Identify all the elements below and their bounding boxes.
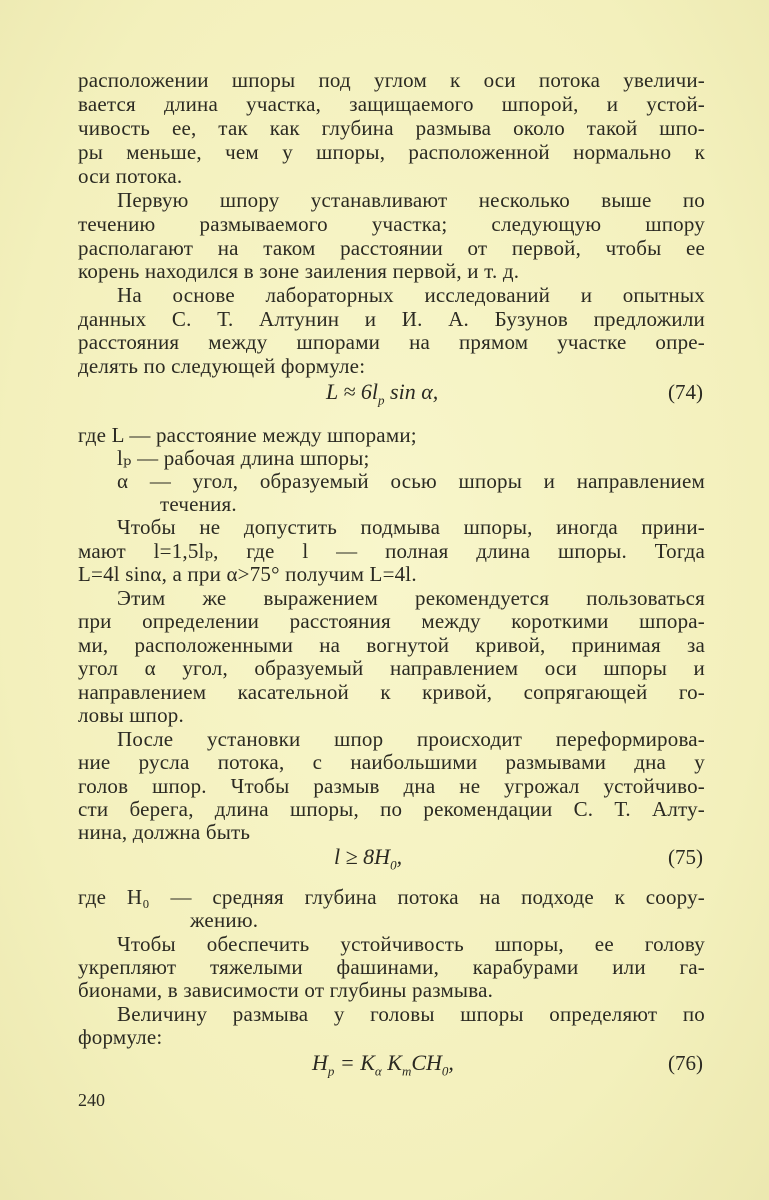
- text-line: Чтобы не допустить подмыва шпоры, иногда прини-: [117, 515, 705, 539]
- text-line: укрепляют тяжелыми фашинами, карабурами или га-: [78, 955, 705, 979]
- text-line: Чтобы обеспечить устойчивость шпоры, ее голову: [117, 932, 705, 956]
- text-line: вается длина участка, защищаемого шпорой, и устой-: [78, 92, 705, 116]
- text-line: бионами, в зависимости от глубины размыва.: [78, 978, 494, 1002]
- text-line: нина, должна быть: [78, 820, 251, 844]
- definition-line: где H₀ — средняя глубина потока на подходе к соору-: [78, 885, 705, 909]
- text-line: расположении шпоры под углом к оси потока увеличи-: [78, 68, 705, 92]
- definition-line: жению.: [190, 908, 259, 932]
- text-line: ние русла потока, с наибольшими размывами дна у: [78, 750, 705, 774]
- text-line: мают l=1,5lₚ, где l — полная длина шпоры. Тогда: [78, 539, 705, 563]
- text-line: Первую шпору устанавливают несколько выше по: [117, 188, 705, 212]
- text-line: Величину размыва у головы шпоры определяют по: [117, 1002, 705, 1026]
- text-line: голов шпор. Чтобы размыв дна не угрожал устойчиво-: [78, 774, 705, 798]
- formula-74-number: (74): [668, 380, 703, 404]
- text-line: делять по следующей формуле:: [78, 354, 366, 378]
- text-line: при определении расстояния между короткими шпора-: [78, 609, 705, 633]
- text-line: данных С. Т. Алтунин и И. А. Бузунов предложили: [78, 307, 705, 331]
- formula-74: $L \approx 6l_p$ sin α,: [326, 379, 439, 408]
- text-line: расстояния между шпорами на прямом участке опре-: [78, 330, 705, 354]
- text-line: формуле:: [78, 1025, 163, 1049]
- text-line: чивость ее, так как глубина размыва около такой шпо-: [78, 116, 705, 140]
- definition-line: где L — расстояние между шпорами;: [78, 423, 417, 447]
- text-line: ры меньше, чем у шпоры, расположенной нормально к: [78, 140, 705, 164]
- formula-75-number: (75): [668, 845, 703, 869]
- text-line: После установки шпор происходит переформирова-: [117, 727, 705, 751]
- definition-line: течения.: [160, 492, 237, 516]
- text-line: ловы шпор.: [78, 703, 184, 727]
- page-number: 240: [78, 1090, 105, 1110]
- text-line: Этим же выражением рекомендуется пользоваться: [117, 586, 705, 610]
- formula-76-number: (76): [668, 1051, 703, 1075]
- text-line: ми, расположенными на вогнутой кривой, принимая за: [78, 633, 705, 657]
- text-line: На основе лабораторных исследований и опытных: [117, 283, 705, 307]
- text-line: направлением касательной к кривой, сопрягающей го-: [78, 680, 705, 704]
- definition-line: α — угол, образуемый осью шпоры и направлением: [117, 469, 705, 493]
- text-line: корень находился в зоне заиления первой, и т. д.: [78, 259, 520, 283]
- text-line: угол α угол, образуемый направлением оси шпоры и: [78, 656, 705, 680]
- text-line: сти берега, длина шпоры, по рекомендации С. Т. Алту-: [78, 797, 705, 821]
- formula-76: $H_p = K_\alpha$ $K_mCH_0$,: [312, 1050, 454, 1079]
- text-line: располагают на таком расстоянии от первой, чтобы ее: [78, 236, 705, 260]
- definition-line: lₚ — рабочая длина шпоры;: [117, 446, 370, 470]
- text-line: L=4l sinα, а при α>75° получим L=4l.: [78, 562, 417, 586]
- text-line: оси потока.: [78, 164, 183, 188]
- formula-75: $l \ge 8H_0$,: [334, 844, 403, 873]
- text-line: течению размываемого участка; следующую шпору: [78, 212, 705, 236]
